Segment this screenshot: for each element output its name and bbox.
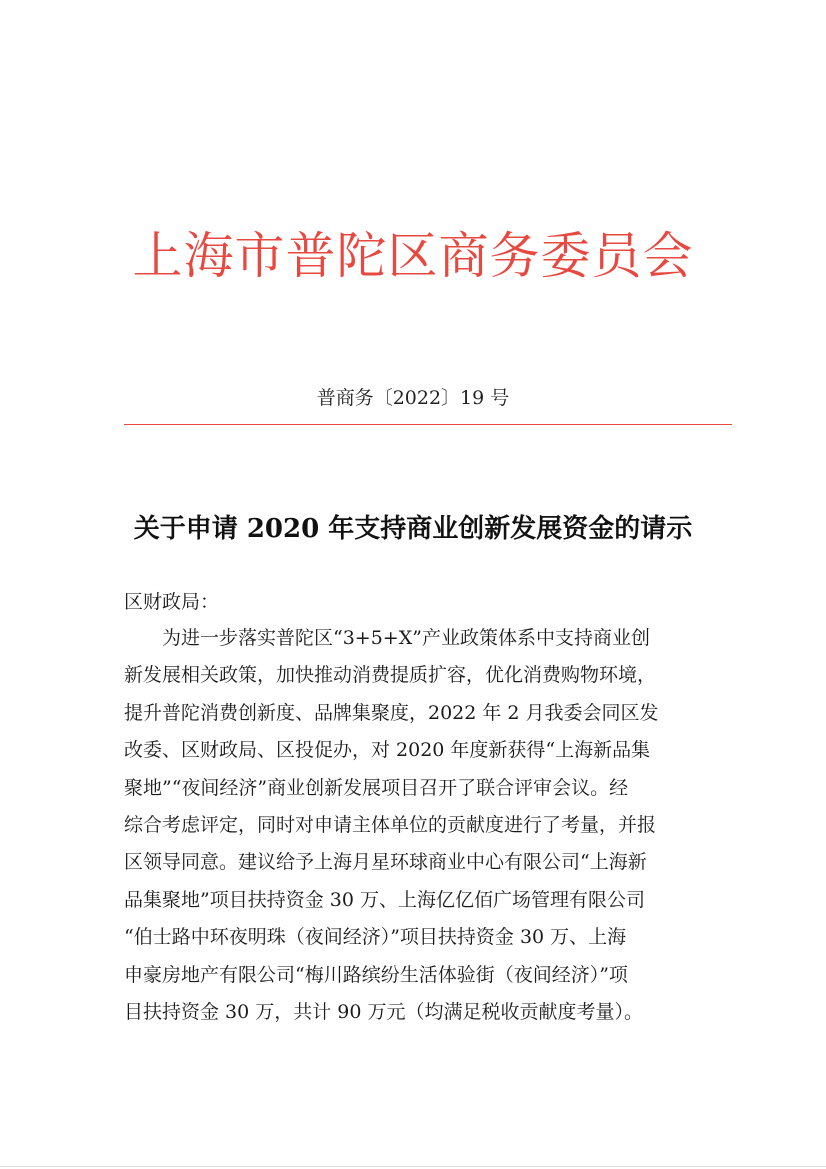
document-body <box>124 620 704 1031</box>
organization-header: 上海市普陀区商务委员会 <box>132 227 694 285</box>
page-bottom-edge <box>0 1166 826 1167</box>
body-line: 聚地”“夜间经济”商业创新发展项目召开了联合评审会议。经 <box>124 776 629 799</box>
body-line: 申豪房地产有限公司“梅川路缤纷生活体验街（夜间经济）”项 <box>124 963 628 986</box>
body-line: 综合考虑评定，同时对申请主体单位的贡献度进行了考量，并报 <box>124 813 657 836</box>
body-line: 新发展相关政策，加快推动消费提质扩容，优化消费购物环境， <box>124 664 657 687</box>
recipient-salutation: 区财政局： <box>124 591 220 613</box>
body-line: 提升普陀消费创新度、品牌集聚度，2022 年 2 月我委会同区发 <box>124 701 659 724</box>
red-divider-line <box>124 424 732 425</box>
document-title: 关于申请 2020 年支持商业创新发展资金的请示 <box>133 514 693 544</box>
body-line: 改委、区财政局、区投促办，对 2020 年度新获得“上海新品集 <box>124 739 651 762</box>
body-line: 品集聚地”项目扶持资金 30 万、上海亿亿佰广场管理有限公司 <box>124 888 645 911</box>
document-number: 普商务〔2022〕19 号 <box>316 387 510 409</box>
body-line: 区领导同意。建议给予上海月星环球商业中心有限公司“上海新 <box>124 851 647 874</box>
body-line: 为进一步落实普陀区“3+5+X”产业政策体系中支持商业创 <box>162 627 650 649</box>
body-line: 目扶持资金 30 万，共计 90 万元（均满足税收贡献度考量）。 <box>124 1000 644 1023</box>
body-line: “伯士路中环夜明珠（夜间经济）”项目扶持资金 30 万、上海 <box>124 926 627 949</box>
